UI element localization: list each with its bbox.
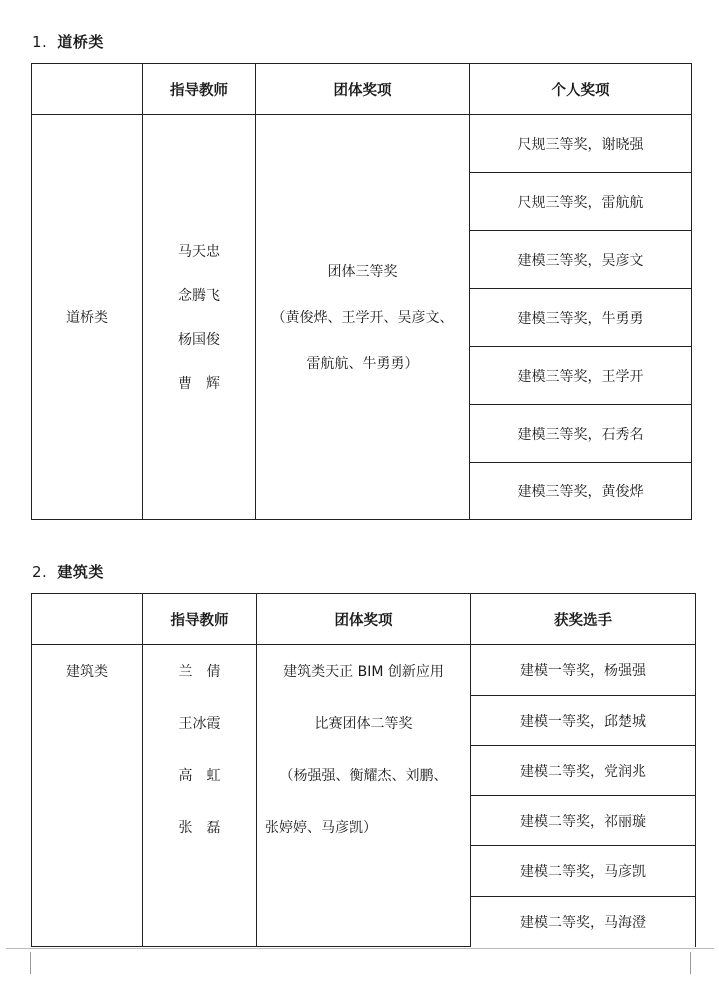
individual-award-cell: 建模三等奖，牛勇勇 xyxy=(470,289,692,347)
page-corner-mark-left xyxy=(30,952,31,974)
table-row xyxy=(32,645,696,696)
individual-award-cell: 建模三等奖，吴彦文 xyxy=(470,231,692,289)
teacher-name: 高 虹 xyxy=(178,768,221,784)
teacher-name: 曹 辉 xyxy=(178,376,220,392)
header-cell-blank xyxy=(32,64,143,115)
teacher-name: 兰 倩 xyxy=(178,664,221,680)
team-award-line: 雷航航、牛勇勇） xyxy=(306,356,419,372)
team-award-cell xyxy=(257,645,471,947)
team-award-line: 比赛团体二等奖 xyxy=(314,716,413,732)
individual-award-cell: 建模三等奖，石秀名 xyxy=(470,405,692,463)
teachers-cell xyxy=(143,645,257,947)
individual-award-cell: 建模二等奖，祁丽璇 xyxy=(471,796,696,846)
section-1-title: 道桥类 xyxy=(57,33,104,51)
section-1-heading xyxy=(32,31,104,52)
teacher-name: 马天忠 xyxy=(178,244,220,260)
section-1-number: 1. xyxy=(32,33,48,51)
teachers-cell xyxy=(143,115,256,520)
section-2-number: 2. xyxy=(32,563,48,581)
team-award-line: 张婷婷、马彦凯） xyxy=(265,820,377,836)
team-award-cell xyxy=(256,115,470,520)
header-cell-blank xyxy=(32,594,143,645)
header-cell-teacher: 指导教师 xyxy=(143,594,257,645)
team-award-line: （杨强强、衡耀杰、刘鹏、 xyxy=(279,768,448,784)
architecture-awards-table xyxy=(31,593,696,947)
individual-award-cell: 建模二等奖，马彦凯 xyxy=(471,846,696,897)
teacher-name: 念腾飞 xyxy=(178,288,220,304)
category-cell: 建筑类 xyxy=(32,645,143,947)
header-cell-winners: 获奖选手 xyxy=(471,594,696,645)
section-2-title: 建筑类 xyxy=(57,563,104,581)
header-cell-individual-award: 个人奖项 xyxy=(470,64,692,115)
header-cell-teacher: 指导教师 xyxy=(143,64,256,115)
table-row xyxy=(32,115,692,173)
individual-award-cell: 建模三等奖，王学开 xyxy=(470,347,692,405)
table-header-row xyxy=(32,64,692,115)
table-header-row xyxy=(32,594,696,645)
bridge-awards-table xyxy=(31,63,692,520)
page-break-line xyxy=(6,948,714,949)
individual-award-cell: 建模一等奖，杨强强 xyxy=(471,645,696,696)
individual-award-cell: 尺规三等奖，谢晓强 xyxy=(470,115,692,173)
individual-award-cell: 建模一等奖，邱楚城 xyxy=(471,696,696,746)
page-corner-mark-right xyxy=(690,952,691,974)
header-cell-team-award: 团体奖项 xyxy=(257,594,471,645)
team-award-line: 团体三等奖 xyxy=(327,264,398,280)
team-award-line: （黄俊烨、王学开、吴彦文、 xyxy=(271,310,454,326)
teacher-name: 张 磊 xyxy=(178,820,221,836)
team-award-line: 建筑类天正 BIM 创新应用 xyxy=(283,664,444,680)
teacher-name: 王冰霞 xyxy=(178,716,221,732)
category-cell: 道桥类 xyxy=(32,115,143,520)
section-2-heading xyxy=(32,561,104,582)
teacher-name: 杨国俊 xyxy=(178,332,220,348)
individual-award-cell: 尺规三等奖，雷航航 xyxy=(470,173,692,231)
individual-award-cell: 建模二等奖，党润兆 xyxy=(471,746,696,796)
header-cell-team-award: 团体奖项 xyxy=(256,64,470,115)
individual-award-cell: 建模三等奖，黄俊烨 xyxy=(470,463,692,520)
individual-award-cell: 建模二等奖，马海澄 xyxy=(471,897,696,947)
